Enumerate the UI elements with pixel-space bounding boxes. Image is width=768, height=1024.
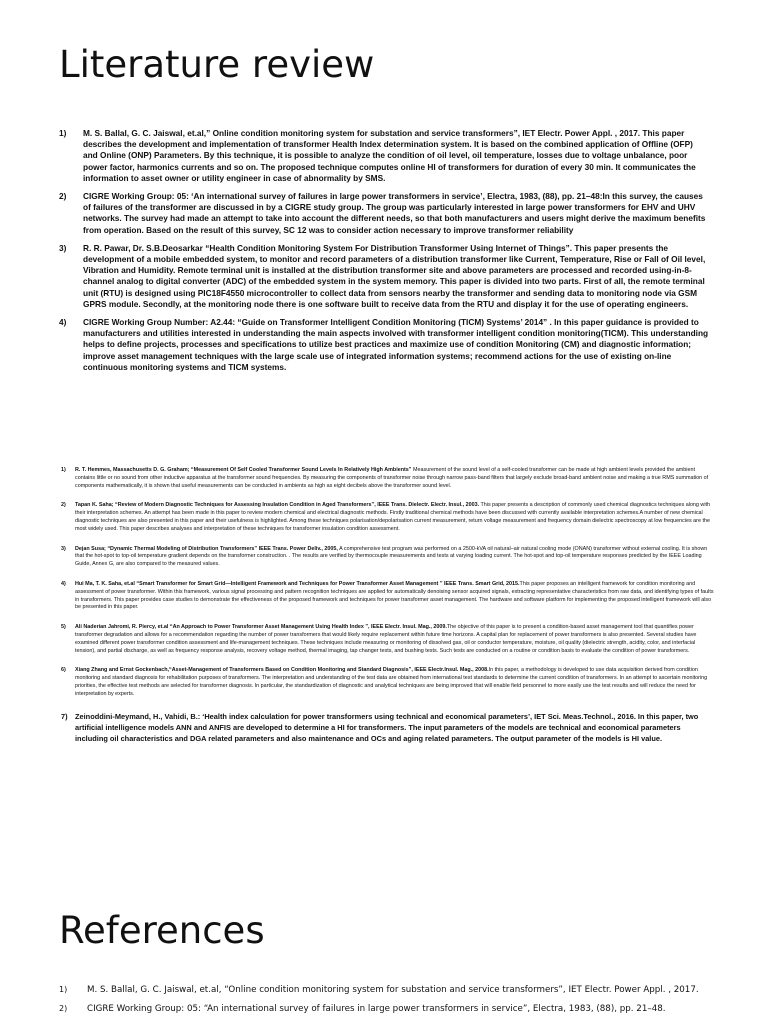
item-number: 2)	[61, 502, 66, 509]
item-number: 7)	[61, 711, 68, 721]
reference-item	[59, 984, 739, 996]
item-text: R. R. Pawar, Dr. S.B.Deosarkar “Health Condition Monitoring System For Distribution Transformer Using Internet of Things”. This paper presents the development of a mobile embedded system, to monitor and record parameters of a distribution transformer like Current, Temperature, Rise or Fall of Oil level, Vibration and Humidity. Remote terminal unit is installed at the distribution transformer site and above parameters are processed and recorded using-in-8-channel analog to digital converter (ADC) of the embedded system in the system memory. This paper is divided into two parts. First of all, the remote terminal unit (RTU) is designed using PIC18F4550 microcontroller to collect data from sensors nearby the transformer and sending data to monitoring node via GSM GPRS module. Secondly, at the monitoring node there is one software built to receive data from the RTU and display it for the use of operating engineers.	[83, 242, 706, 309]
item-text: This paper presents a description of commonly used chemical diagnostics techniques along with their interpretation schemes. An attempt has been made in this paper to review modern chemical and electrical diagnostic methods. Firstly traditional chemical methods have been discussed with currently available interpretation schemes.A number of new chemical diagnostic techniques are also presented in this paper and their usefulness is highlighted. Among these techniques polarisation/depolarisation current measurement, return voltage measurement and frequency domain dielectric spectroscopy at low frequencies are the most widely used. This paper describes analyses and interpretation of these techniques for transformer insulation condition assessment.	[75, 502, 711, 532]
item-text: This paper proposes an intelligent framework for condition monitoring and assessment of power transformer. Within this framework, various signal processing and pattern recognition techniques are applied for automatically denoising sensor acquired signals, extracting representative characteristics from raw data, and identifying types of faults in transformers. This paper provides case studies to demonstrate the effectiveness of the proposed framework and techniques for power transformer asset management. The hardware and software platform for implementing the proposed intelligent framework will also be presented in this paper.	[75, 580, 714, 611]
item-citation: R. T. Hemmes, Massachusetts D. G. Graham; “Measurement Of Self Cooled Transformer Sound Levels In Relatively High Ambients”	[75, 467, 412, 473]
list-item	[59, 317, 709, 373]
item-number: 5)	[61, 624, 66, 631]
item-text: The objective of this paper is to present a condition-based asset management tool that quantifies power transformer degradation and allows for a recommendation regarding the number of power transformers that would likely require replacement within future time horizons. A capital plan for replacement of power transformers is also presented. Several studies have examined different power transformer condition assessment and life-management techniques. These techniques include measuring or monitoring of dissolved gas, oil or conductor temperature, moisture, oil quality (dielectric strength, acidity, color, and interfacial tension), and partial discharge, as well as frequency response analysis, recovery voltage method, thermal imaging, tap changer tests, and bushing tests. Such tests are conducted on a routine or condition basis to evaluate the condition of power transformers.	[75, 624, 697, 654]
item-text: In this paper, two artificial intelligence models ANN and ANFIS are developed to determine a HI for transformers. The input parameters of the models are technical and economical parameters including oil characteristics and DGA related parameters and also maintenance and OCs and aging related parameters. The output parameter of the models is HI value.	[75, 711, 699, 743]
list-item	[59, 546, 714, 569]
reference-text: M. S. Ballal, G. C. Jaiswal, et.al, “Online condition monitoring system for substation and service transformers”, IET Electr. Power Appl. , 2017.	[87, 985, 699, 995]
item-citation: Tapan K. Saha; “Review of Modern Diagnostic Techniques for Assessing Insulation Condition in Aged Transformers”, IEEE Trans. Dielectr. Electr. Insul., 2003.	[75, 502, 480, 509]
detailed-review-list	[59, 467, 714, 756]
list-item	[59, 711, 714, 744]
section-title-references: References	[59, 909, 265, 952]
item-text: CIGRE Working Group: 05: ‘An international survey of failures in large power transformers in service’, Electra, 1983, (88), pp. 21–48:In this survey, the causes of failures of the transformer are discussed in by a CIGRE study group. The group was particularly interested in large power transformers for EHV and UHV networks. The survey had made an attempt to take into account the different needs, so that both manufacturers and users might derive the maximum benefits from operation. Based on the result of this survey, SC 12 was to consider action necessary to improve transformer reliability	[83, 191, 706, 235]
item-number: 1)	[61, 467, 66, 473]
item-citation: Dejan Susa; “Dynamic Thermal Modeling of Distribution Transformers” IEEE Trans. Power Deliv., 2005,	[75, 545, 338, 552]
list-item	[59, 128, 709, 184]
item-number: 4)	[59, 317, 67, 328]
literature-review-list	[59, 128, 709, 380]
item-citation: Xiang Zhang and Ernst Gockenbach,“Asset-Management of Transformers Based on Condition Monitoring and Standard Diagnosis”, IEEE Electr.Insul. Mag., 2008.	[75, 667, 489, 674]
list-item	[59, 624, 714, 655]
item-number: 2)	[59, 1004, 68, 1013]
reference-text: CIGRE Working Group: 05: “An international survey of failures in large power transformers in service”, Electra, 1983, (88), pp. 21–48.	[87, 1004, 666, 1014]
item-number: 1)	[59, 128, 67, 138]
item-number: 4)	[61, 580, 66, 587]
item-number: 3)	[59, 242, 67, 253]
list-item	[59, 502, 714, 533]
list-item	[59, 467, 714, 490]
item-text: M. S. Ballal, G. C. Jaiswal, et.al,” Online condition monitoring system for substation and service transformers”, IET Electr. Power Appl. , 2017. This paper describes the development and implementation of transformer Health Index determination system. It is based on the combined application of Offline (OFP) and Online (ONP) Parameters. By this technique, it is possible to analyze the condition of oil level, oil temperature, losses due to voltage unbalance, poor power factor, harmonics currents and so on. The proposed technique computes online HI of transformers for duration of every 30 min. It communicates the information to asset owner or utility engineer in case of abnormality by SMS.	[83, 128, 696, 183]
item-text: Measurement of the sound level of a self-cooled transformer can be made at high ambient levels provided the ambient contains little or no sound from other inductive apparatus at the transformer sound frequencies. By measuring the components of transformer noise through narrow pass-band filters that largely exclude broad-band ambient noise and making a true RMS summation of components mathematically, it is shown that useful measurements can be conducted in ambients as high as eight decibels above the transformer sound level.	[75, 467, 709, 489]
item-text: A comprehensive test program was performed on a 2500-kVA oil natural–air natural cooling mode (ONAN) transformer without external cooling. It is shown that the hot-spot to top-oil temperature gradient depends on the transformer construction. . The results are verified by thermocouple measurements and tests at varying loading current. The hot-spot and top-oil temperature responses predicted by the IEEE Loading Guide, Annex G, are also compared to the measured values.	[75, 545, 708, 568]
list-item	[59, 581, 714, 612]
item-number: 2)	[59, 191, 67, 202]
item-number: 1)	[59, 985, 68, 994]
list-item	[59, 191, 709, 236]
item-text: In this paper, a methodology is developed to use data acquisition derived from condition monitoring and standard diagnosis for rehabilitation purposes of transformers. The interpretation and understanding of the test data are obtained from international test standards to determine the current condition of transformers. In an attempt to ascertain monitoring priorities, the effective test methods are selected for transformer diagnosis. In particular, the standardization of diagnostic and analytical techniques are being improved that will enable field personnel to more easily use the test results and will reduce the need for interpretation by experts.	[75, 667, 708, 697]
list-item	[59, 667, 714, 698]
item-citation: Hui Ma, T. K. Saha, et.al “Smart Transformer for Smart Grid—Intelligent Framework and Techniques for Power Transformer Asset Management ” IEEE Trans. Smart Grid, 2015.	[75, 580, 520, 587]
section-title-literature-review: Literature review	[59, 43, 375, 86]
item-citation: Zeinoddini-Meymand, H., Vahidi, B.: ‘Health index calculation for power transformers using technical and economical parameters’, IET Sci. Meas.Technol., 2016.	[75, 711, 636, 721]
item-number: 6)	[61, 667, 66, 674]
item-number: 3)	[61, 545, 66, 552]
item-text: CIGRE Working Group Number: A2.44: “Guide on Transformer Intelligent Condition Monitoring (TICM) Systems’ 2014” . In this paper guidance is provided to manufacturers and utilities interested in understanding the main aspects involved with transformer intelligent condition monitoring(TICM). This understanding helps to define projects, processes and specifications to utilize best practices and maximize use of condition Monitoring (CM) and diagnostic information; improve asset management techniques with the large scale use of integrated information systems; recommend actions for the use of existing on-line continuous monitoring systems and TICM systems.	[83, 317, 709, 372]
reference-item	[59, 1003, 739, 1015]
item-citation: Ali Naderian Jahromi, R. Piercy, et.al “An Approach to Power Transformer Asset Management Using Health Index ”, IEEE Electr. Insul. Mag., 2009.	[75, 624, 447, 631]
list-item	[59, 243, 709, 310]
references-list	[59, 984, 739, 1022]
